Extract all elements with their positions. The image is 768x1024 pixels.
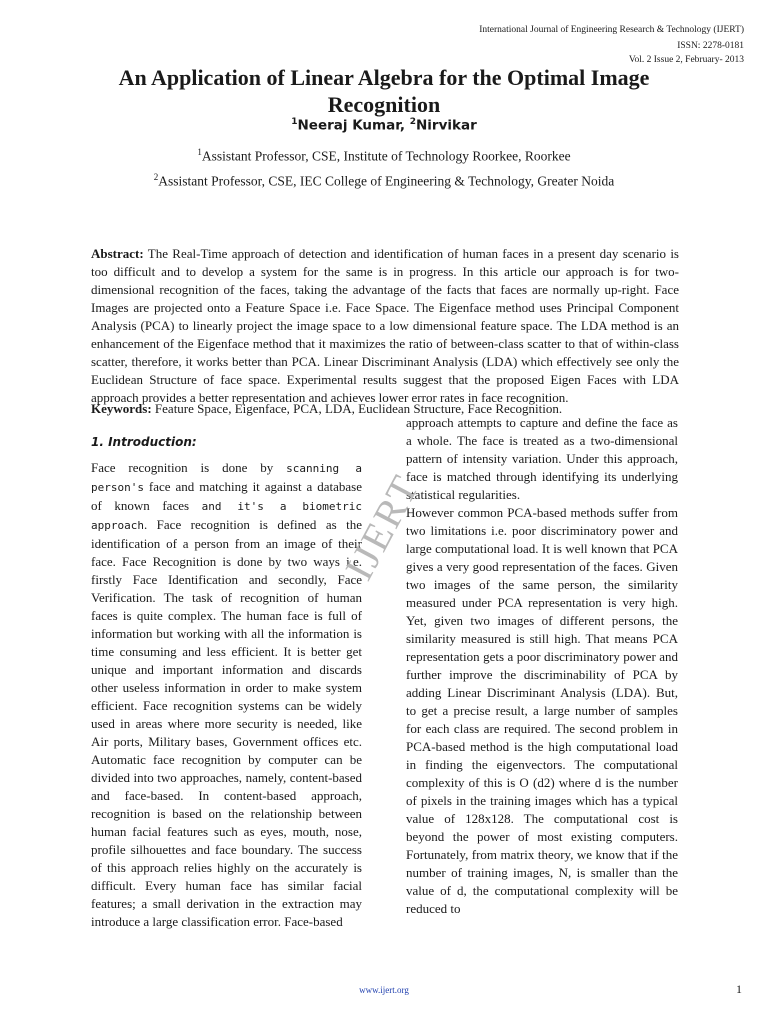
section-heading-introduction: 1. Introduction: <box>91 435 197 449</box>
abstract <box>91 245 679 407</box>
paper-title-line2: Recognition <box>327 92 441 117</box>
volume-issue: Vol. 2 Issue 2, February- 2013 <box>628 55 744 65</box>
journal-name: International Journal of Engineering Research & Technology (IJERT) <box>479 25 744 35</box>
intro-text-a: Face recognition is done by <box>91 460 287 475</box>
right-column <box>406 414 678 918</box>
footer-url-link[interactable]: www.ijert.org <box>359 985 409 995</box>
author1-sup: 1 <box>291 117 298 127</box>
aff2-sup: 2 <box>153 172 159 182</box>
issn: ISSN: 2278-0181 <box>677 41 744 51</box>
keywords-text: Feature Space, Eigenface, PCA, LDA, Euclidean Structure, Face Recognition. <box>151 401 563 416</box>
intro-text-c: . Face recognition is defined as the identification of a person from an image of their face. Face Recognition is done by two ways i.e. firstly Face Identification and secondly, Face Verification. The task of recognition of human faces is quite complex. The human face is full of information but working with all the information is time consuming and less efficient. It is better get unique and important information and discards other useless information in order to make system efficient. Face recognition systems can be widely used in areas where more security is needed, like Air ports, Military bases, Government offices etc. Automatic face recognition by computer can be divided into two approaches, namely, content-based and face-based. In content-based approach, recognition is based on the relationship between human facial features such as eyes, mouth, nose, profile silhouettes and face boundary. The success of this approach relies highly on the accurately is difficult. Every human face has similar facial features; a small derivation in the extraction may introduce a large classification error. Face-based <box>91 517 362 929</box>
abstract-label: Abstract: <box>91 246 144 261</box>
keywords-label: Keywords: <box>91 401 152 416</box>
paper-title-line1: An Application of Linear Algebra for the Optimal Image <box>118 65 650 90</box>
right-paragraph-2: However common PCA-based methods suffer from two limitations i.e. poor discriminatory power and large computational load. It is well known that PCA gives a very good representation of the faces. Given two images of the same person, the similarity measured under PCA representation is very high. Yet, given two images of different persons, the similarity measured is still high. That means PCA representation gets a poor discriminatory power and further improve the discriminability of PCA by adding Linear Discriminant Analysis (LDA). But, to get a precise result, a large number of samples for each class are required. The second problem in PCA-based method is the high computational load in finding the eigenvectors. The computational complexity of this is O (d2) where d is the number of pixels in the training images which has a typical value of 128x128. The computational cost is beyond the power of most existing computers. Fortunately, from matrix theory, we know that if the number of training images, N, is smaller than the value of d, the computational complexity will be reduced to <box>406 505 678 916</box>
ijert-watermark: IJERT <box>335 466 429 588</box>
aff2-text: Assistant Professor, CSE, IEC College of Engineering & Technology, Greater Noida <box>158 173 615 189</box>
intro-paragraph <box>91 459 362 931</box>
affiliation-1 <box>0 147 768 165</box>
right-paragraph-1: approach attempts to capture and define the face as a whole. The face is treated as a two-dimensional pattern of intensity variation. Under this approach, face is matched through identifying its underlying statistical regularities. <box>406 415 678 502</box>
intro-mono-1: scanning a person's <box>91 462 363 494</box>
intro-text-b: face and matching it against a database of known faces <box>91 479 362 513</box>
left-column <box>91 459 362 931</box>
abstract-text: The Real-Time approach of detection and identification of human faces in a present day scenario is too difficult and to develop a system for the same is in progress. In this article our approach is for two-dimensional recognition of the faces, taking the advantage of the facts that faces are normally up-right. Face Images are projected onto a Feature Space i.e. Face Space. The Eigenface method uses Principal Component Analysis (PCA) to linearly project the image space to a low dimensional feature space. The LDA method is an enhancement of the Eigenface method that it maximizes the ratio of between-class scatter to that of within-class scatter, therefore, it works better than PCA. Linear Discriminant Analysis (LDA) which effectively see only the Euclidean Structure of face space. Experimental results suggest that the proposed Eigen Faces with LDA approach provides a better representation and achieves lower error rates in face recognition. <box>91 246 679 405</box>
aff1-text: Assistant Professor, CSE, Institute of Technology Roorkee, Roorkee <box>201 148 571 164</box>
intro-mono-2: and it's a biometric approach <box>91 500 362 532</box>
affiliation-2 <box>0 172 768 190</box>
aff1-sup: 1 <box>197 147 202 157</box>
page-number: 1 <box>736 982 742 996</box>
author2-sup: 2 <box>409 117 416 127</box>
author1: Neeraj Kumar, <box>297 117 410 134</box>
author2: Nirvikar <box>415 117 477 134</box>
authors <box>0 117 768 134</box>
